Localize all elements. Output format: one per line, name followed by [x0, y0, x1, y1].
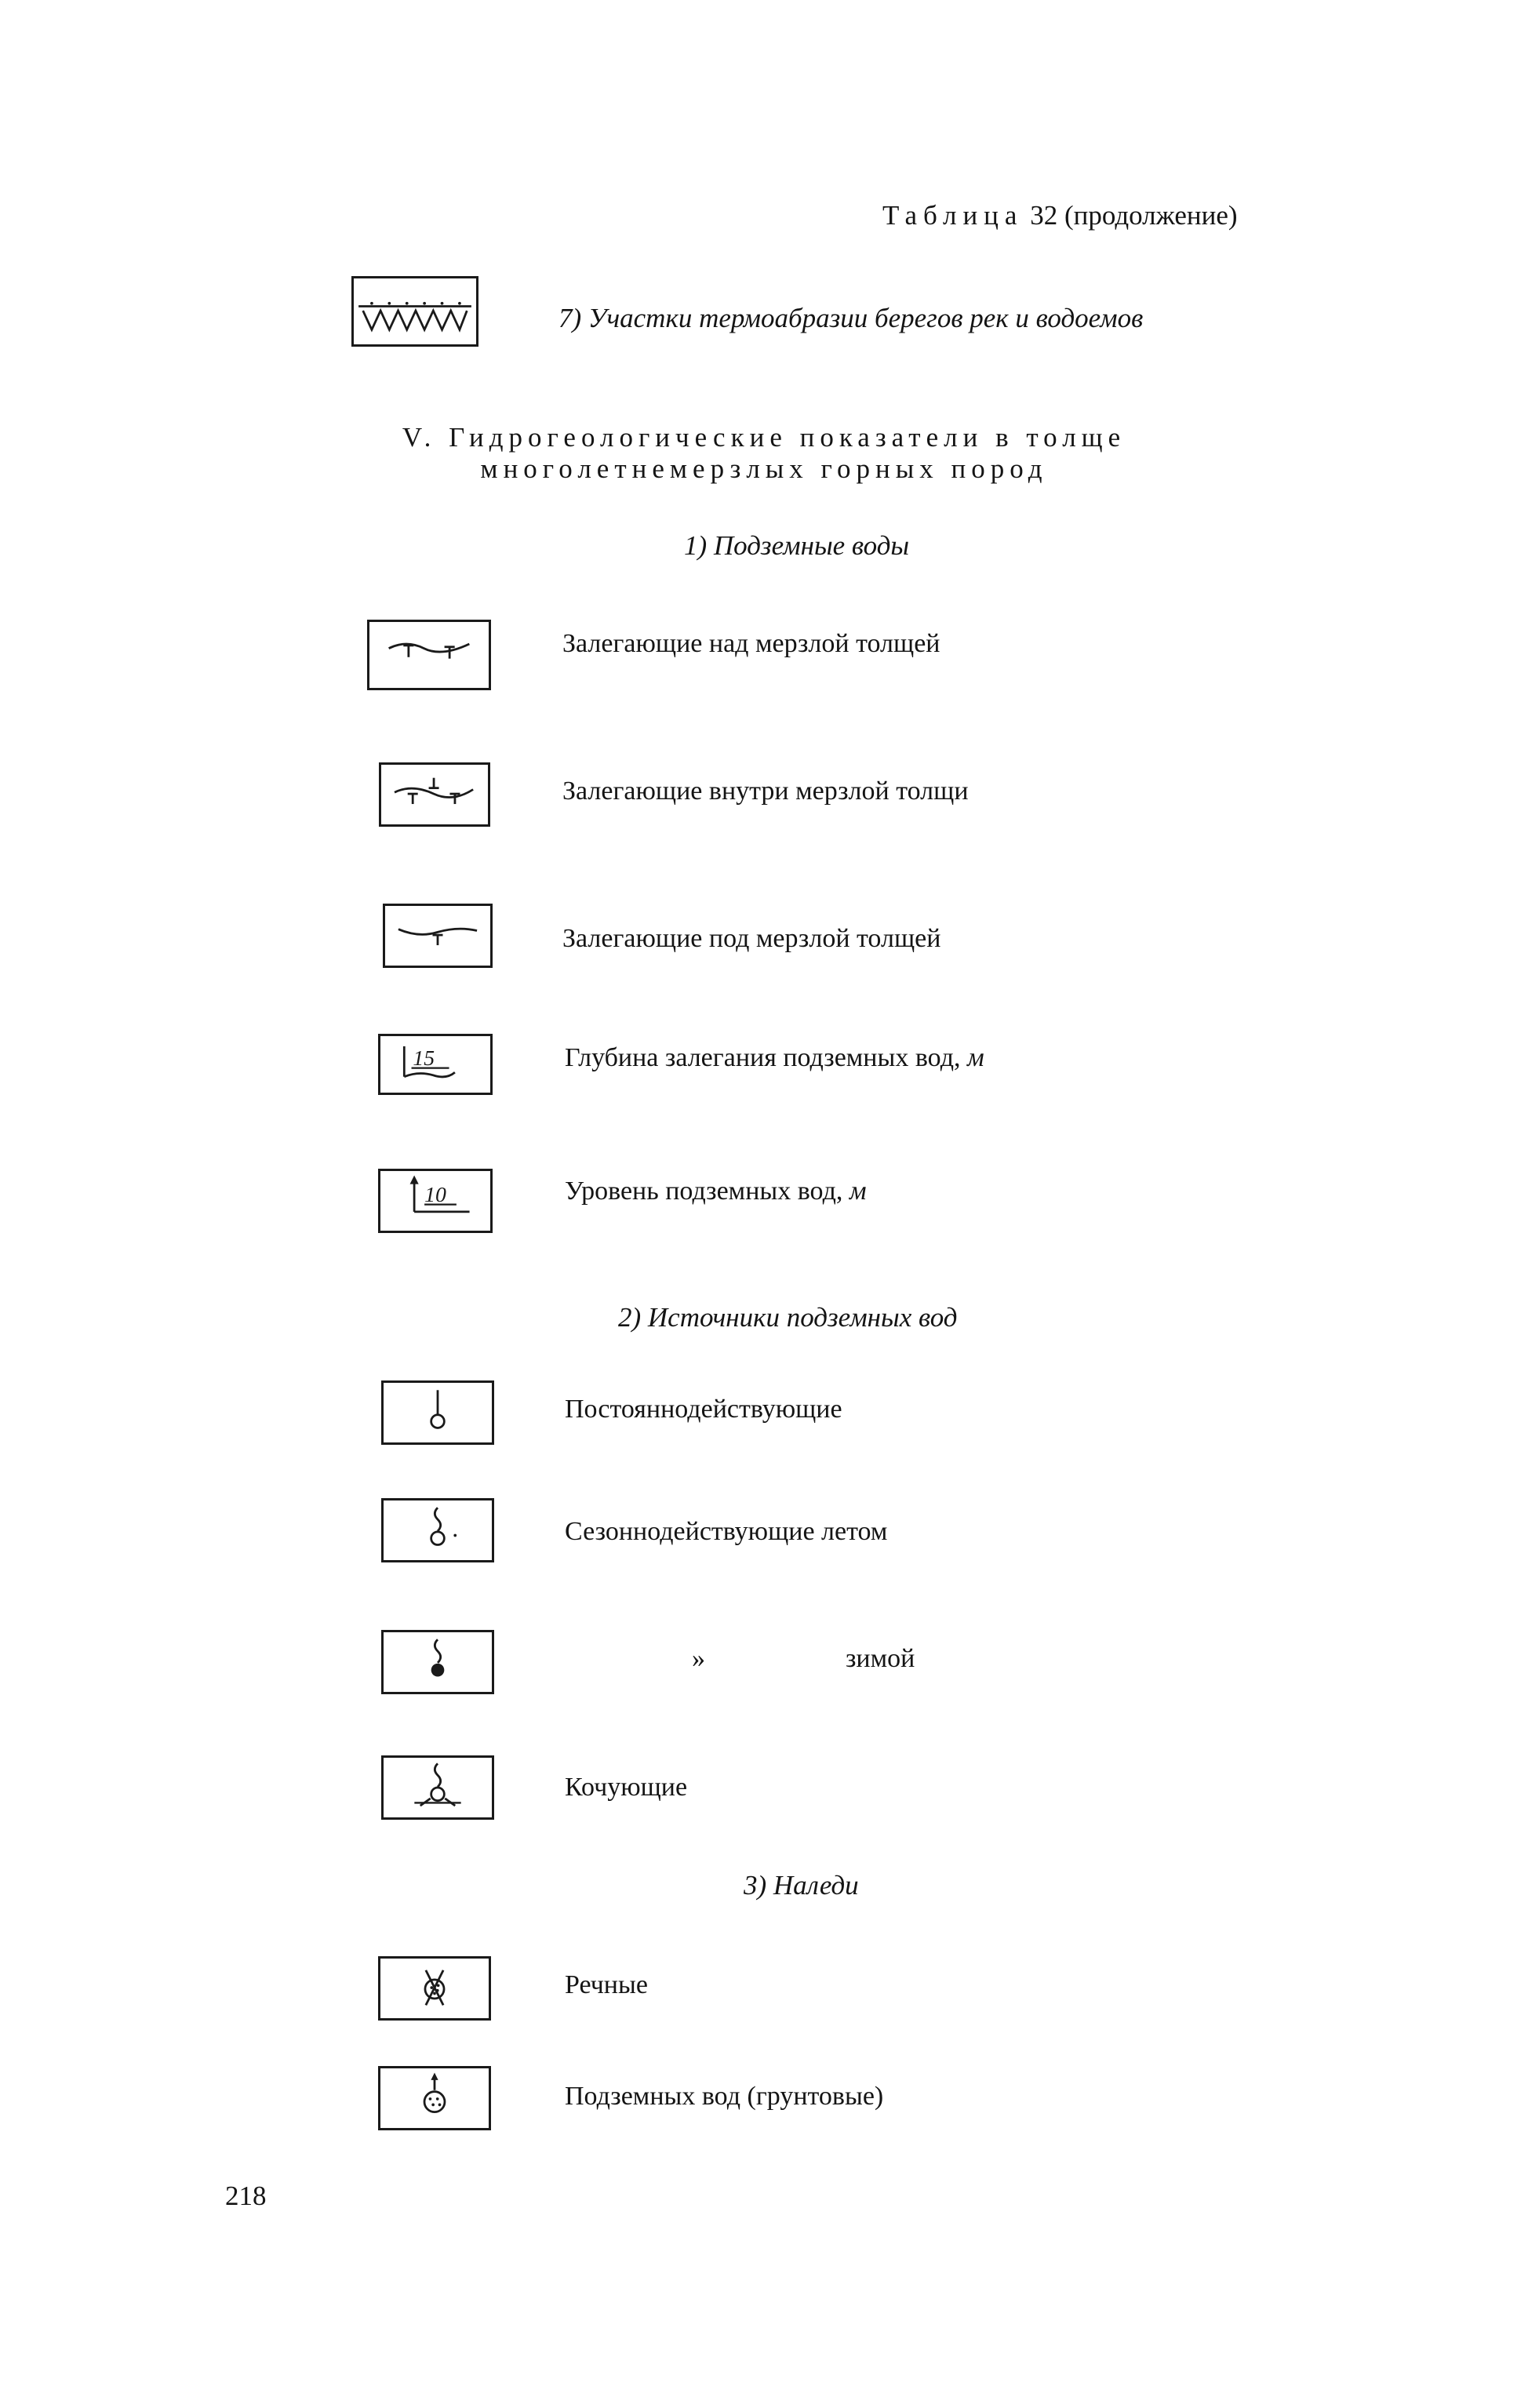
- thermoabrasion-legend-symbol: [351, 276, 478, 347]
- winter-spring-ditto: »: [692, 1644, 705, 1673]
- water-below-permafrost-icon: [385, 906, 490, 966]
- groundwater-depth-label: [565, 1043, 984, 1073]
- table-number: 32 (продолжение): [1030, 200, 1238, 231]
- water-below-permafrost-label: Залегающие под мерзлой толщей: [562, 924, 941, 953]
- migrating-spring-icon: [384, 1758, 492, 1817]
- groundwater-level-symbol: [378, 1169, 493, 1233]
- thermoabrasion-zigzag-icon: [354, 278, 476, 344]
- groundwater-icing-icon: [380, 2068, 489, 2128]
- groundwater-depth-unit: м: [967, 1043, 984, 1072]
- thermoabrasion-label: 7) Участки термоабразии берегов рек и водоемов: [558, 303, 1144, 333]
- permanent-spring-label: Постояннодействующие: [565, 1395, 842, 1424]
- groundwater-heading: 1) Подземные воды: [684, 530, 910, 561]
- groundwater-depth-symbol: [378, 1034, 493, 1095]
- summer-spring-label: Сезоннодействующие летом: [565, 1517, 888, 1546]
- winter-spring-label: зимой: [846, 1644, 915, 1673]
- water-within-permafrost-symbol: [379, 762, 490, 827]
- naledi-heading: 3) Наледи: [744, 1870, 859, 1901]
- permanent-spring-symbol: [381, 1380, 494, 1445]
- section-title-line1: V. Гидрогеологические показатели в толще: [402, 422, 1126, 453]
- groundwater-level-label: [565, 1177, 867, 1206]
- water-above-permafrost-icon: [369, 622, 489, 688]
- summer-spring-icon: [384, 1500, 492, 1560]
- migrating-spring-label: Кочующие: [565, 1773, 688, 1802]
- groundwater-icing-label: Подземных вод (грунтовые): [565, 2082, 884, 2111]
- groundwater-depth-icon: [380, 1036, 490, 1093]
- water-above-permafrost-label: Залегающие над мерзлой толщей: [562, 629, 940, 658]
- river-icing-symbol: [378, 1956, 491, 2021]
- water-below-permafrost-symbol: [383, 904, 493, 968]
- permanent-spring-icon: [384, 1383, 492, 1442]
- level-value: 10: [424, 1182, 446, 1207]
- winter-spring-symbol: [381, 1630, 494, 1694]
- groundwater-icing-symbol: [378, 2066, 491, 2130]
- groundwater-level-icon: [380, 1171, 490, 1231]
- depth-value: 15: [413, 1045, 435, 1070]
- water-within-permafrost-icon: [381, 765, 488, 824]
- water-within-permafrost-label: Залегающие внутри мерзлой толщи: [562, 777, 969, 806]
- springs-heading: 2) Источники подземных вод: [618, 1302, 958, 1333]
- section-title-line2: многолетнемерзлых горных пород: [480, 453, 1048, 484]
- winter-spring-icon: [384, 1632, 492, 1692]
- groundwater-depth-text: Глубина залегания подземных вод,: [565, 1043, 961, 1072]
- water-above-permafrost-symbol: [367, 620, 491, 690]
- river-icing-icon: [380, 1959, 489, 2018]
- migrating-spring-symbol: [381, 1755, 494, 1820]
- table-label: Таблица: [882, 200, 1024, 231]
- groundwater-level-text: Уровень подземных вод,: [565, 1177, 843, 1206]
- river-icing-label: Речные: [565, 1970, 648, 1999]
- summer-spring-symbol: [381, 1498, 494, 1562]
- table-continuation-header: [882, 200, 1238, 231]
- groundwater-level-unit: м: [849, 1177, 867, 1206]
- page-number: 218: [225, 2181, 267, 2211]
